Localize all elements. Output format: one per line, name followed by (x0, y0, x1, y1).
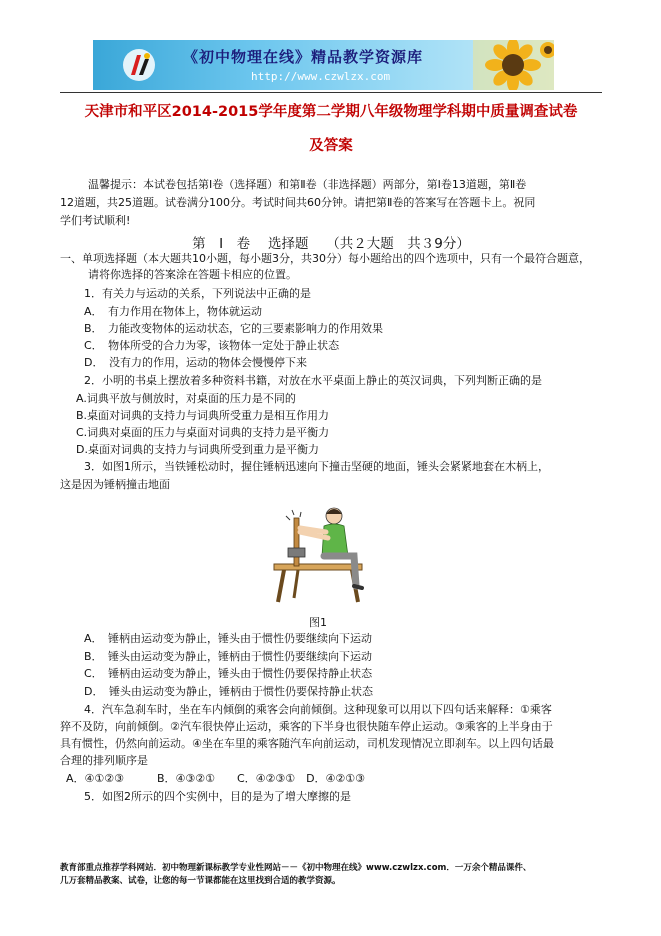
question-5-stem: 5．如图2所示的四个实例中，目的是为了增大摩擦的是 (84, 790, 351, 803)
sunflower-icon (473, 40, 554, 90)
figure-1-hammer-illustration (268, 502, 370, 614)
intro-line: 温馨提示：本试卷包括第Ⅰ卷（选择题）和第Ⅱ卷（非选择题）两部分，第Ⅰ卷13道题，第Ⅱ卷 (88, 178, 527, 191)
question-3-option-d: D． 锤头由运动变为静止，锤柄由于惯性仍要保持静止状态 (84, 685, 373, 698)
question-3-option-c: C． 锤柄由运动变为静止，锤头由于惯性仍要保持静止状态 (84, 667, 373, 680)
question-2-option-d: D.桌面对词典的支持力与词典所受到重力是平衡力 (76, 443, 319, 456)
document-title-continued: 及答案 (309, 138, 353, 154)
question-4-options: A．④①②③ B．④③②① C．④②③① D．④②①③ (66, 772, 366, 785)
question-2-option-a: A.词典平放与侧放时，对桌面的压力是不同的 (76, 392, 296, 405)
intro-line: 学们考试顺利! (60, 214, 131, 227)
part-instructions: 请将你选择的答案涂在答题卡相应的位置。 (88, 268, 297, 281)
banner-url[interactable]: http://www.czwlzx.com (251, 70, 391, 83)
question-3-stem: 3．如图1所示，当铁锤松动时，握住锤柄迅速向下撞击坚硬的地面，锤头会紧紧地套在木柄上， (84, 460, 549, 473)
document-title: 天津市和平区2014-2015学年度第二学期八年级物理学科期中质量调查试卷 (84, 104, 578, 120)
question-3-option-b: B． 锤头由运动变为静止，锤柄由于惯性仍要继续向下运动 (84, 650, 373, 663)
question-2-option-c: C.词典对桌面的压力与桌面对词典的支持力是平衡力 (76, 426, 330, 439)
question-2-stem: 2．小明的书桌上摆放着多种资料书籍，对放在水平桌面上静止的英汉词典，下列判断正确的是 (84, 374, 542, 387)
question-4-stem: 4．汽车急刹车时，坐在车内倾倒的乘客会向前倾倒。这种现象可以用以下四句话来解释：①乘客 (84, 703, 552, 716)
intro-line: 12道题，共25道题。试卷满分100分。考试时间共60分钟。请把第Ⅱ卷的答案写在答题卡上。祝同 (60, 196, 536, 209)
header-rule (60, 92, 602, 93)
question-2-option-b: B.桌面对词典的支持力与词典所受重力是相互作用力 (76, 409, 330, 422)
banner-title: 《初中物理在线》精品教学资源库 (183, 48, 424, 66)
part-instructions: 一、单项选择题（本大题共10小题，每小题3分，共30分）每小题给出的四个选项中，只有一个最符合题意， (60, 252, 590, 265)
question-4-stem-continued: 具有惯性，仍然向前运动。④坐在车里的乘客随汽车向前运动，司机发现情况立即刹车。以上四句话最 (60, 737, 554, 750)
site-logo-icon (121, 47, 157, 83)
footer-line: 几万套精品教案、试卷，让您的每一节课都能在这里找到合适的教学资源。 (60, 876, 341, 886)
footer-line: 教育部重点推荐学科网站．初中物理新课标教学专业性网站－－《初中物理在线》www.czwlzx.com．一万余个精品课件、 (60, 863, 532, 873)
question-3-stem-continued: 这是因为锤柄撞击地面 (60, 478, 170, 491)
figure-1-caption: 图1 (309, 616, 327, 629)
question-1-option-c: C． 物体所受的合力为零，该物体一定处于静止状态 (84, 339, 340, 352)
question-1-option-d: D． 没有力的作用，运动的物体会慢慢停下来 (84, 356, 307, 369)
question-4-stem-continued: 猝不及防，向前倾倒。②汽车很快停止运动，乘客的下半身也很快随车停止运动。③乘客的上半身由于 (60, 720, 553, 733)
question-1-option-b: B． 力能改变物体的运动状态，它的三要素影响力的作用效果 (84, 322, 384, 335)
section-heading: 第 Ⅰ 卷 选择题 （共２大题 共３9分） (192, 236, 470, 252)
question-3-option-a: A． 锤柄由运动变为静止，锤头由于惯性仍要继续向下运动 (84, 632, 373, 645)
header-banner (93, 40, 554, 90)
page-footer (60, 862, 531, 888)
question-4-stem-continued: 合理的排列顺序是 (60, 754, 148, 767)
question-1-stem: 1．有关力与运动的关系，下列说法中正确的是 (84, 287, 311, 300)
question-1-option-a: A． 有力作用在物体上，物体就运动 (84, 305, 263, 318)
